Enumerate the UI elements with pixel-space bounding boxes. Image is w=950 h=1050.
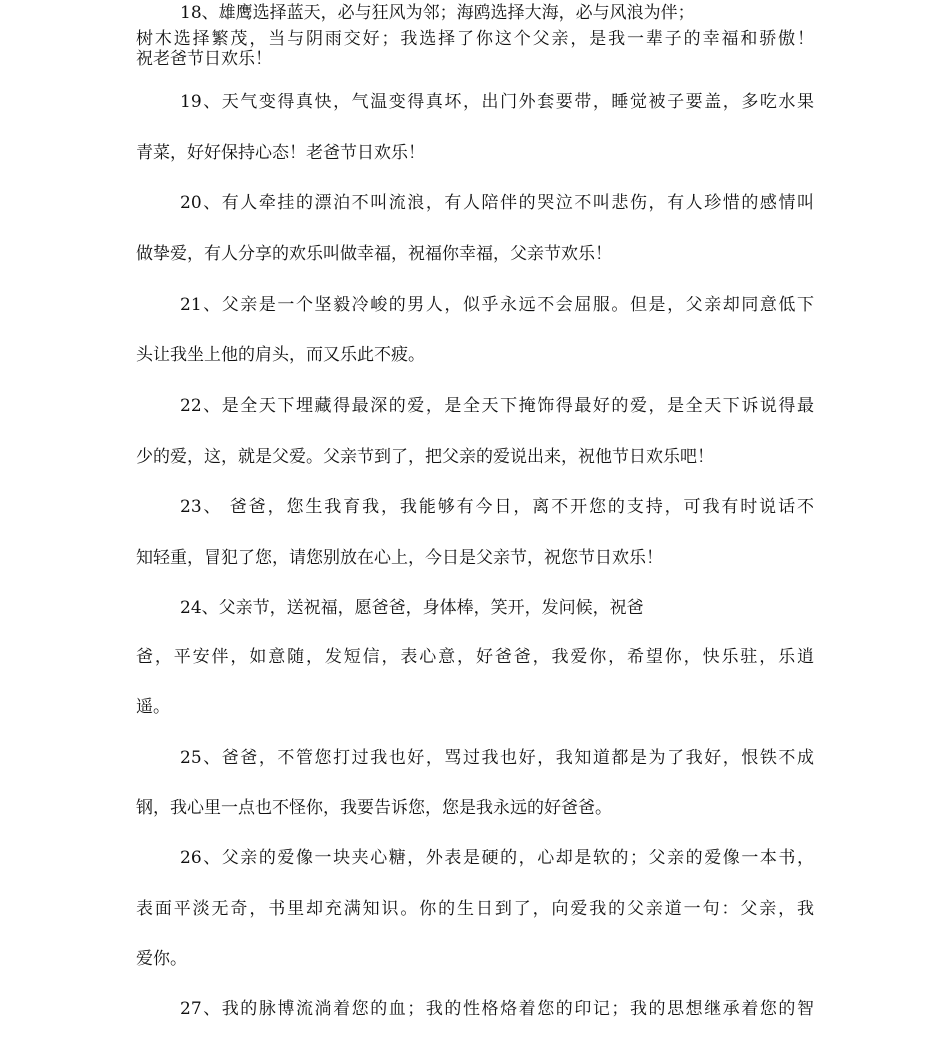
paragraph-18-line-3: 祝老爸节日欢乐！ — [136, 49, 272, 69]
paragraph-18-line-2: 树木选择繁茂，当与阴雨交好；我选择了你这个父亲，是我一辈子的幸福和骄傲！ — [136, 29, 814, 49]
paragraph-21-line-2: 头让我坐上他的肩头，而又乐此不疲。 — [136, 345, 425, 365]
paragraph-20-line-2: 做挚爱，有人分享的欢乐叫做幸福，祝福你幸福，父亲节欢乐！ — [136, 244, 612, 264]
paragraph-19-line-2: 青菜，好好保持心态！老爸节日欢乐！ — [136, 143, 425, 163]
paragraph-26-line-2: 表面平淡无奇，书里却充满知识。你的生日到了，向爱我的父亲道一句：父亲，我 — [136, 899, 814, 919]
paragraph-19-line-1: 19、天气变得真快，气温变得真坏，出门外套要带，睡觉被子要盖，多吃水果 — [180, 92, 814, 112]
paragraph-22-line-1: 22、是全天下埋藏得最深的爱，是全天下掩饰得最好的爱，是全天下诉说得最 — [180, 396, 814, 416]
paragraph-22-line-2: 少的爱，这，就是父爱。父亲节到了，把父亲的爱说出来，祝他节日欢乐吧！ — [136, 447, 714, 467]
paragraph-24-line-1: 24、父亲节，送祝福，愿爸爸，身体棒，笑开，发问候，祝爸 — [180, 598, 644, 618]
paragraph-25-line-1: 25、爸爸，不管您打过我也好，骂过我也好，我知道都是为了我好，恨铁不成 — [180, 748, 814, 768]
paragraph-24-line-3: 遥。 — [136, 697, 170, 717]
paragraph-25-line-2: 钢，我心里一点也不怪你，我要告诉您，您是我永远的好爸爸。 — [136, 798, 612, 818]
paragraph-18-line-1: 18、雄鹰选择蓝天，必与狂风为邻；海鸥选择大海，必与风浪为伴； — [180, 3, 695, 23]
paragraph-21-line-1: 21、父亲是一个坚毅冷峻的男人，似乎永远不会屈服。但是，父亲却同意低下 — [180, 295, 814, 315]
paragraph-26-line-1: 26、父亲的爱像一块夹心糖，外表是硬的，心却是软的；父亲的爱像一本书， — [180, 848, 814, 868]
paragraph-20-line-1: 20、有人牵挂的漂泊不叫流浪，有人陪伴的哭泣不叫悲伤，有人珍惜的感情叫 — [180, 193, 814, 213]
paragraph-26-line-3: 爱你。 — [136, 949, 187, 969]
paragraph-24-line-2: 爸，平安伴，如意随，发短信，表心意，好爸爸，我爱你，希望你，快乐驻，乐逍 — [136, 647, 814, 667]
paragraph-23-line-2: 知轻重，冒犯了您，请您别放在心上，今日是父亲节，祝您节日欢乐！ — [136, 548, 663, 568]
paragraph-27-line-1: 27、我的脉博流淌着您的血；我的性格烙着您的印记；我的思想继承着您的智 — [180, 999, 814, 1019]
paragraph-23-line-1: 23、 爸爸，您生我育我，我能够有今日，离不开您的支持，可我有时说话不 — [180, 497, 814, 517]
